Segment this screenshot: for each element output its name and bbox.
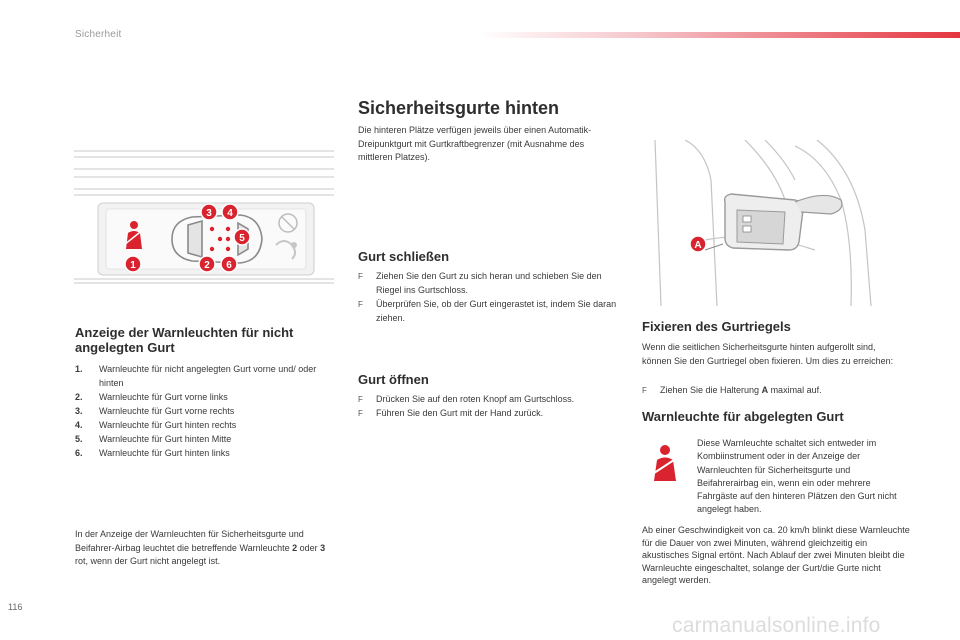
left-note: In der Anzeige der Warnleuchten für Sicherheitsgurte und Beifahrer-Airbag leuchtet die betreffende Warnleuchte 2 oder 3 rot, wenn der Gurt nicht angelegt ist. [75, 529, 326, 567]
speed-text: Ab einer Geschwindigkeit von ca. 20 km/h blinkt diese Warnleuchte für die Dauer von zwei Minuten, während gleichzeitig ein akustisches Signal ertönt. Nach Ablauf der zwei Minuten bleibt die Warnleuchte eingeschaltet, solange der Gurt/die Gurte nicht angelegt werden. [642, 525, 910, 586]
list-item: 1. Warnleuchte für nicht angelegten Gurt vorne und/ oder hinten [75, 364, 317, 388]
marker-1 [125, 256, 141, 272]
open-steps [358, 393, 628, 420]
close-title: Gurt schließen [358, 249, 450, 264]
left-section-title: Anzeige der Warnleuchten für nicht angelegten Gurt [75, 325, 294, 355]
list-item: 2. Warnleuchte für Gurt vorne links [75, 392, 228, 402]
svg-text:A: A [694, 240, 702, 251]
list-item: 5. Warnleuchte für Gurt hinten Mitte [75, 434, 232, 444]
list-item: F Führen Sie den Gurt mit der Hand zurück. [358, 407, 544, 418]
marker-2 [199, 256, 215, 272]
list-item: F Drücken Sie auf den roten Knopf am Gurtschloss. [358, 394, 575, 404]
svg-text:2: 2 [204, 260, 210, 271]
list-item: F Ziehen Sie die Halterung A maximal auf. [642, 385, 822, 395]
marker-6 [221, 256, 237, 272]
watermark: carmanualsonline.info [672, 614, 881, 637]
svg-text:1: 1 [130, 260, 136, 271]
list-item: F Überprüfen Sie, ob der Gurt eingerastet ist, indem Sie daran ziehen. [358, 299, 617, 323]
warn-text: Diese Warnleuchte schaltet sich entweder im Kombiinstrument oder in der Anzeige der Warnleuchten für Sicherheitsgurte und Beifahrerairbag ein, wenn ein oder mehrere Fahrgäste auf den hinteren Plätzen den Gurt nicht angelegt haben. [697, 438, 897, 515]
page-number: 116 [8, 602, 23, 612]
fix-text: Wenn die seitlichen Sicherheitsgurte hinten aufgerollt sind, können Sie den Gurtriegel oben fixieren. Um dies zu erreichen: [642, 342, 894, 366]
close-steps [358, 270, 623, 325]
warning-light-list [75, 362, 340, 460]
unbuckled-seatbelt-icon [645, 443, 687, 485]
svg-text:4: 4 [227, 208, 233, 219]
rear-seat-illustration [645, 140, 877, 306]
svg-text:5: 5 [239, 233, 245, 244]
list-item: F Ziehen Sie den Gurt zu sich heran und schieben Sie den Riegel ins Gurtschloss. [358, 271, 602, 295]
list-item: 3. Warnleuchte für Gurt vorne rechts [75, 406, 235, 416]
page-title: Sicherheitsgurte hinten [358, 98, 560, 118]
header-accent-bar [480, 32, 960, 38]
section-label: Sicherheit [75, 29, 122, 40]
marker-a [690, 236, 706, 252]
list-item: 6. Warnleuchte für Gurt hinten links [75, 448, 230, 458]
marker-3 [201, 204, 217, 220]
intro-text: Die hinteren Plätze verfügen jeweils über einen Automatik-Dreipunktgurt mit Gurtkraftbegrenzer (mit Ausnahme des mittleren Platzes). [358, 125, 592, 163]
fix-title: Fixieren des Gurtriegels [642, 319, 791, 334]
warn-title: Warnleuchte für abgelegten Gurt [642, 409, 844, 424]
seatbelt-display-illustration [70, 145, 338, 285]
list-item: 4. Warnleuchte für Gurt hinten rechts [75, 420, 237, 430]
fix-steps [642, 384, 907, 398]
svg-text:3: 3 [206, 208, 212, 219]
svg-text:6: 6 [226, 260, 232, 271]
open-title: Gurt öffnen [358, 372, 429, 387]
marker-5 [234, 229, 250, 245]
marker-4 [222, 204, 238, 220]
